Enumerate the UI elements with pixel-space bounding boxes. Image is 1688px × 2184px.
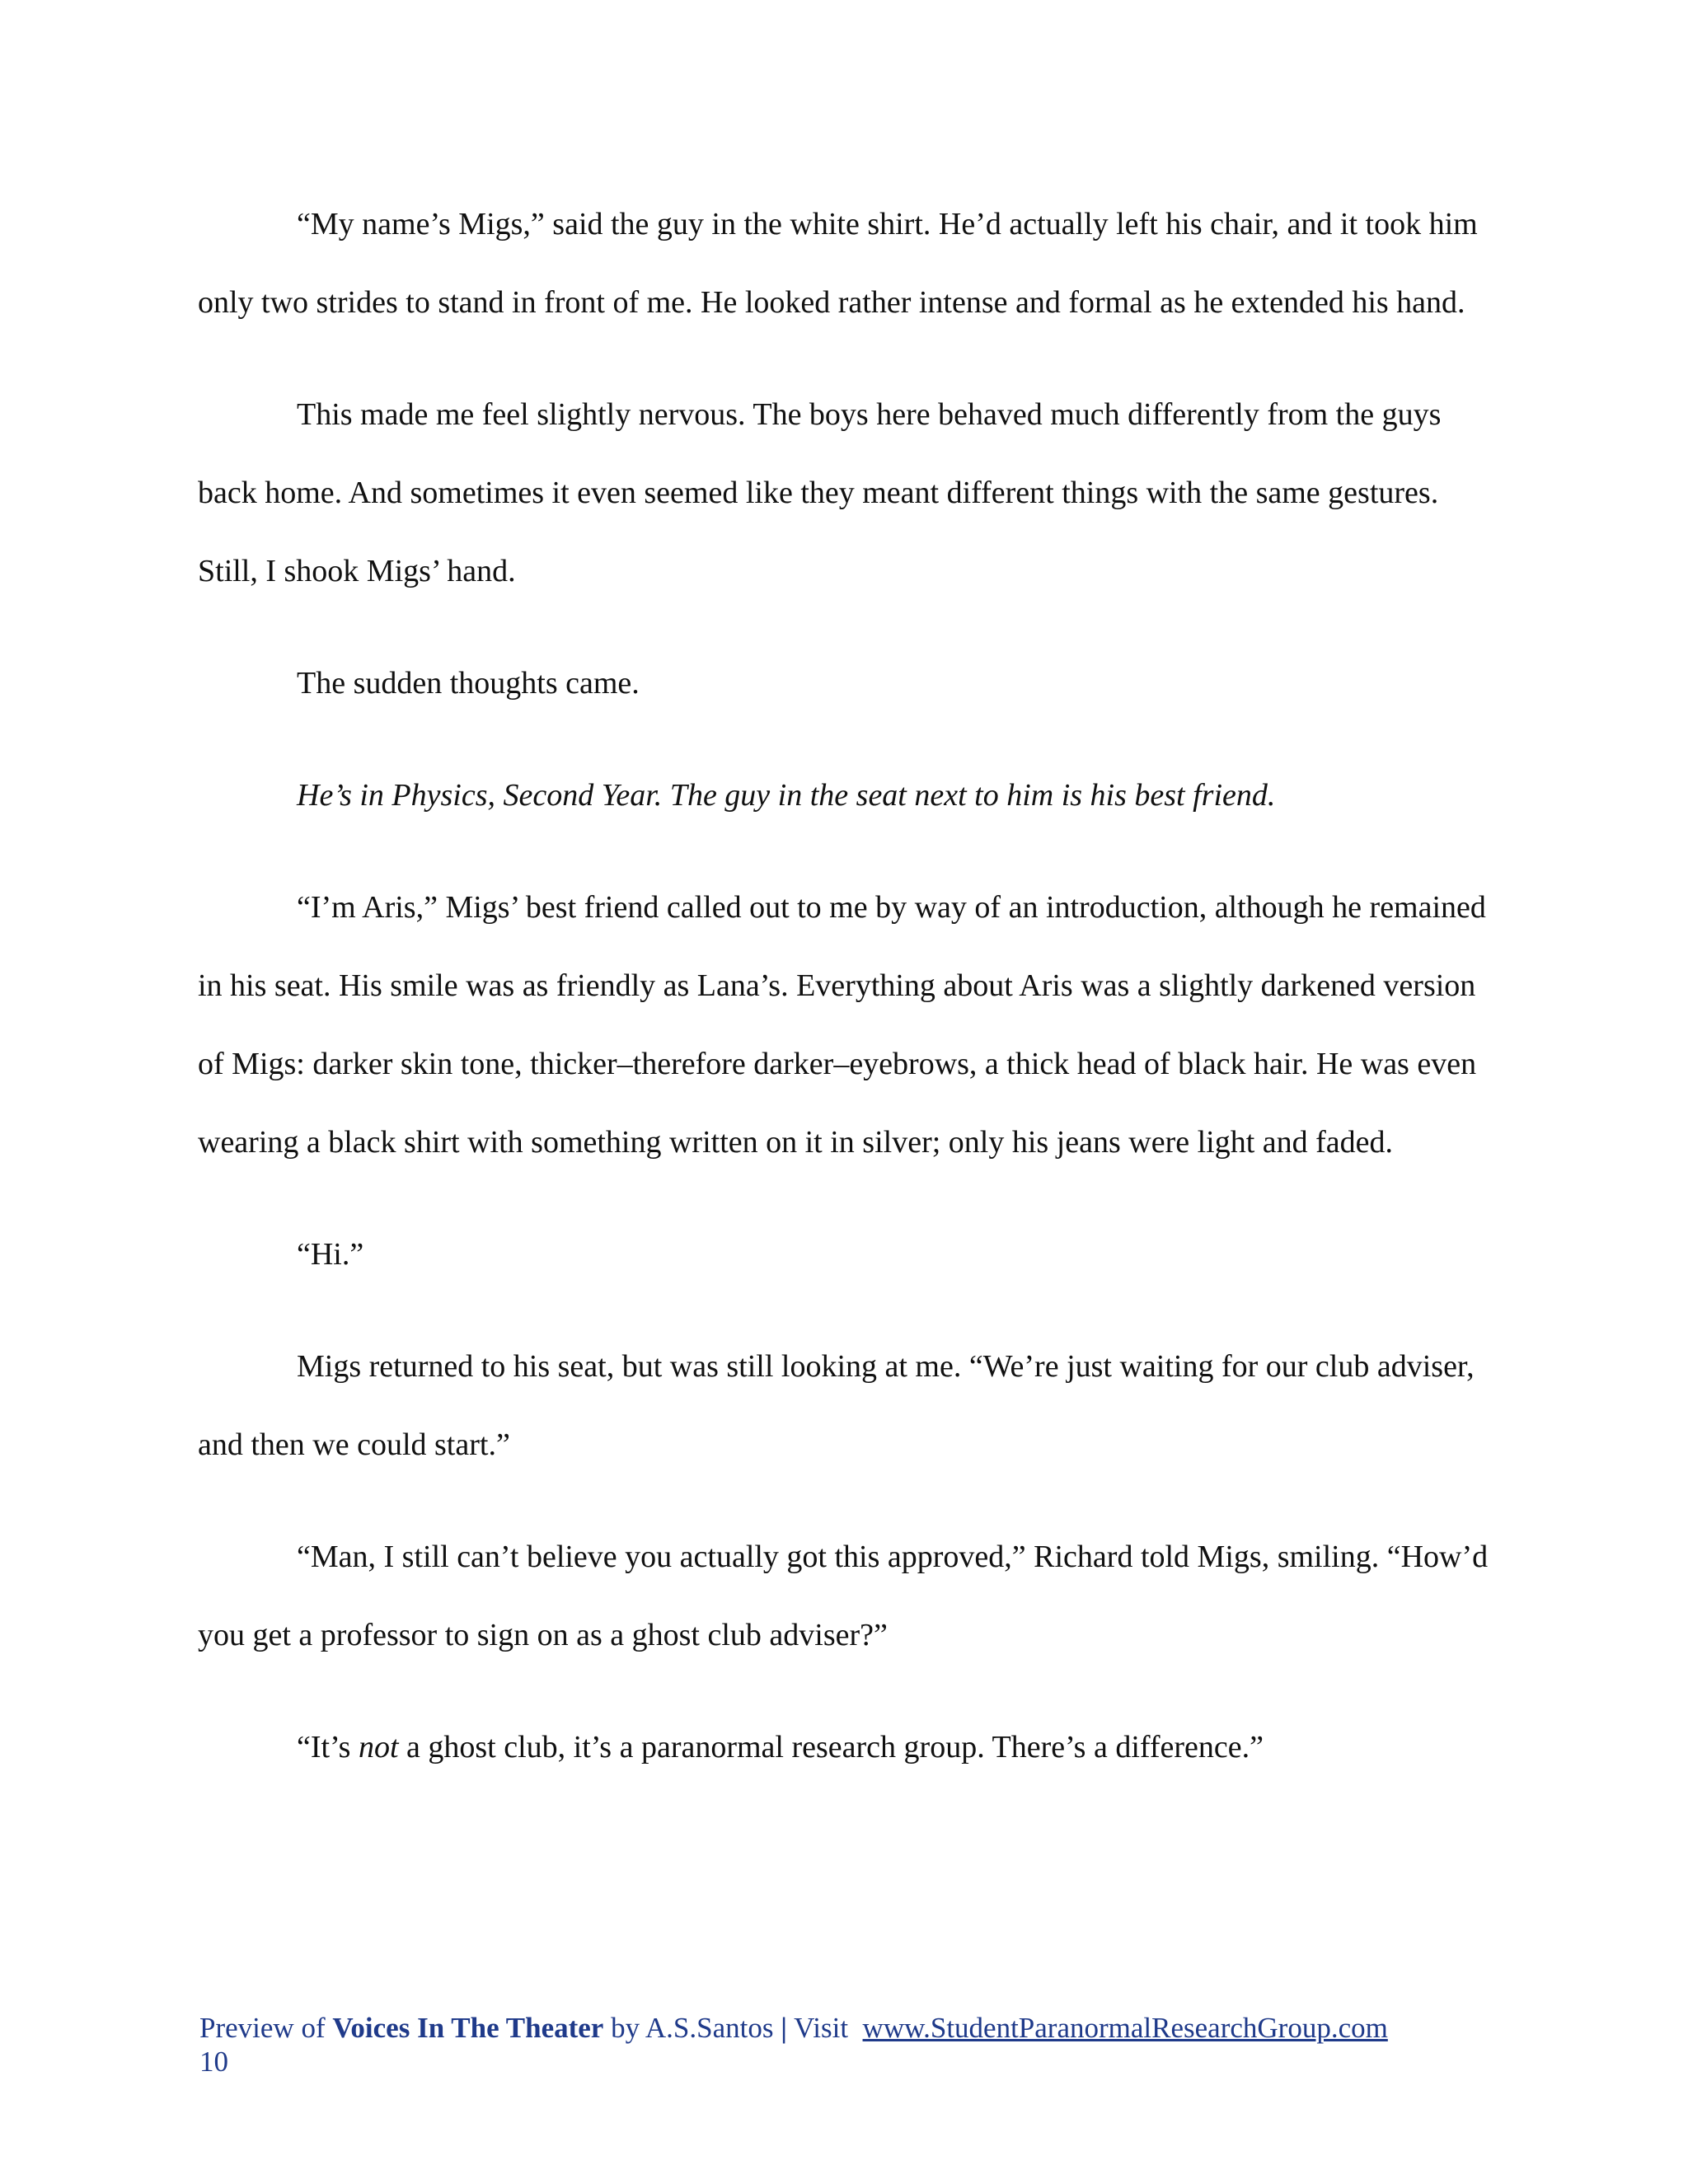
footer-book-title: Voices In The Theater [332,2012,604,2044]
paragraph-text: “My name’s Migs,” said the guy in the white shirt. He’d actually left his chair, and it took him only two strides to stand in front of me. He looked rather intense and formal as he extended his hand. [198,207,1478,320]
paragraph-7 [198,1328,1500,1484]
paragraph-text: This made me feel slightly nervous. The boys here behaved much differently from the guys back home. And sometimes it even seemed like they meant different things with the same gestures. Still, I shook Migs’ hand. [198,397,1442,588]
paragraph-text: a ghost club, it’s a paranormal research group. There’s a difference.” [398,1730,1264,1765]
story-body [198,185,1500,1821]
paragraph-1 [198,185,1500,342]
paragraph-text: “Hi.” [297,1237,364,1272]
paragraph-8 [198,1518,1500,1675]
paragraph-text: The sudden thoughts came. [297,666,640,701]
paragraph-9 [198,1708,1500,1787]
paragraph-2 [198,376,1500,611]
paragraph-6 [198,1216,1500,1294]
footer-preview-label: Preview of [199,2012,326,2044]
footer-line [199,2011,1518,2045]
paragraph-3 [198,644,1500,723]
paragraph-text: “It’s [297,1730,359,1765]
footer-website-link[interactable]: www.StudentParanormalResearchGroup.com [862,2012,1388,2044]
paragraph-text: Migs returned to his seat, but was still looking at me. “We’re just waiting for our club adviser, and then we could start.” [198,1349,1475,1462]
page-number: 10 [199,2046,228,2078]
paragraph-text: “Man, I still can’t believe you actually got this approved,” Richard told Migs, smiling. “How’d you get a professor to sign on as a ghost club adviser?” [198,1540,1489,1652]
page-footer [199,2011,1518,2079]
italic-emphasis: not [358,1730,399,1765]
paragraph-5 [198,869,1500,1182]
footer-separator: | [781,2012,787,2044]
footer-visit-label: Visit [794,2012,849,2044]
paragraph-4-thoughts [198,757,1500,835]
italic-thought-text: He’s in Physics, Second Year. The guy in the seat next to him is his best friend. [297,778,1276,813]
footer-author: by A.S.Santos [611,2012,774,2044]
paragraph-text: “I’m Aris,” Migs’ best friend called out to me by way of an introduction, although he remained in his seat. His smile was as friendly as Lana’s. Everything about Aris was a slightly darkened version of Migs: darker skin tone, thicker–therefore darker–eyebrows, a thick head of black hair. He was even wearing a black shirt with something written on it in silver; only his jeans were light and faded. [198,890,1486,1160]
